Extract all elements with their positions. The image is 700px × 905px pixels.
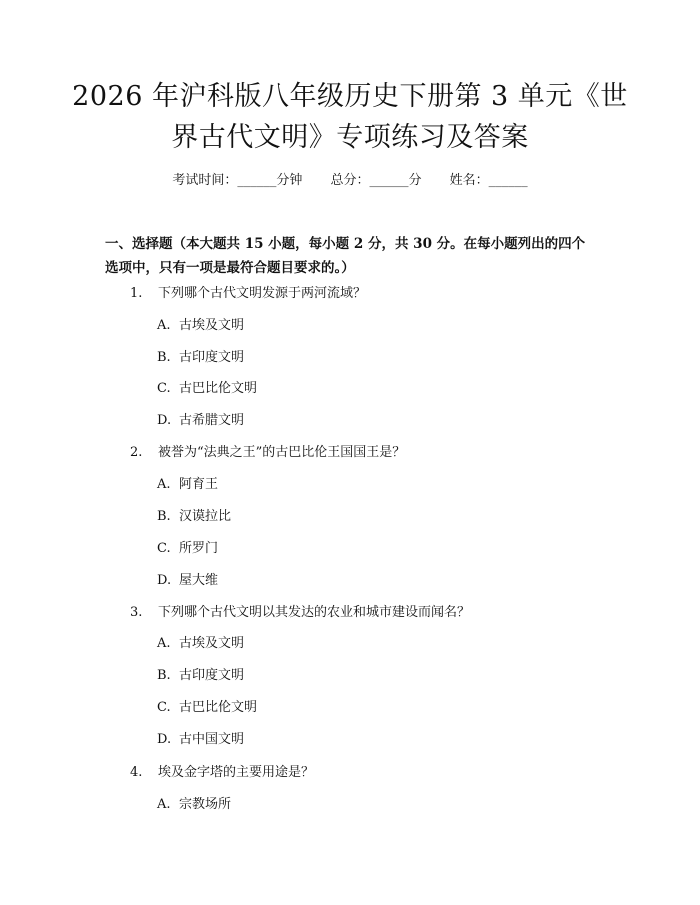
option-text: 古印度文明: [179, 668, 245, 683]
question-number: 3.: [130, 605, 143, 620]
option-text: 古希腊文明: [179, 413, 245, 428]
question-number: 2.: [130, 445, 143, 460]
question-text: 下列哪个古代文明发源于两河流域？: [158, 286, 367, 301]
option-label: C.: [157, 700, 171, 715]
option-text: 阿育王: [179, 477, 219, 492]
option-item: [157, 696, 257, 715]
option-text: 宗教场所: [179, 797, 232, 812]
option-text: 屋大维: [179, 573, 219, 588]
option-text: 古巴比伦文明: [179, 381, 258, 396]
option-label: D.: [157, 413, 172, 428]
option-item: [157, 793, 231, 812]
question-text: 埃及金字塔的主要用途是？: [158, 765, 315, 780]
option-item: [157, 409, 244, 428]
option-item: [157, 505, 231, 524]
option-label: B.: [157, 509, 171, 524]
option-text: 汉谟拉比: [179, 509, 232, 524]
option-text: 古埃及文明: [179, 318, 245, 333]
option-text: 古埃及文明: [179, 636, 245, 651]
option-item: [157, 537, 218, 556]
question-number: 1.: [130, 286, 143, 301]
exam-time-field: 考试时间：______分钟: [172, 173, 303, 188]
exam-info-line: [0, 169, 700, 188]
question-text: 下列哪个古代文明以其发达的农业和城市建设而闻名？: [158, 605, 471, 620]
option-label: A.: [157, 318, 171, 333]
option-text: 古印度文明: [179, 350, 245, 365]
option-item: [157, 473, 218, 492]
option-text: 所罗门: [179, 541, 219, 556]
total-score-field: 总分：______分: [330, 173, 422, 188]
option-label: A.: [157, 477, 171, 492]
option-label: A.: [157, 797, 171, 812]
option-label: D.: [157, 573, 172, 588]
question-1: [130, 282, 366, 301]
option-item: [157, 377, 257, 396]
question-4: [130, 761, 314, 780]
option-text: 古巴比伦文明: [179, 700, 258, 715]
option-item: [157, 314, 244, 333]
option-label: A.: [157, 636, 171, 651]
document-title: 2026 年沪科版八年级历史下册第 3 单元《世界古代文明》专项练习及答案: [72, 81, 628, 153]
option-item: [157, 664, 244, 683]
option-item: [157, 346, 244, 365]
question-text: 被誉为“法典之王”的古巴比伦王国国王是？: [158, 445, 406, 460]
section-heading: 一、选择题（本大题共 15 小题，每小题 2 分，共 30 分。在每小题列出的四个选项中，只有一项是最符合题目要求的。）: [105, 236, 586, 276]
option-label: B.: [157, 350, 171, 365]
question-3: [130, 601, 470, 620]
question-number: 4.: [130, 765, 143, 780]
question-2: [130, 441, 405, 460]
student-name-field: 姓名：______: [449, 173, 528, 188]
option-label: C.: [157, 541, 171, 556]
option-item: [157, 632, 244, 651]
option-item: [157, 728, 244, 747]
option-item: [157, 569, 218, 588]
option-text: 古中国文明: [179, 732, 245, 747]
option-label: D.: [157, 732, 172, 747]
option-label: B.: [157, 668, 171, 683]
option-label: C.: [157, 381, 171, 396]
